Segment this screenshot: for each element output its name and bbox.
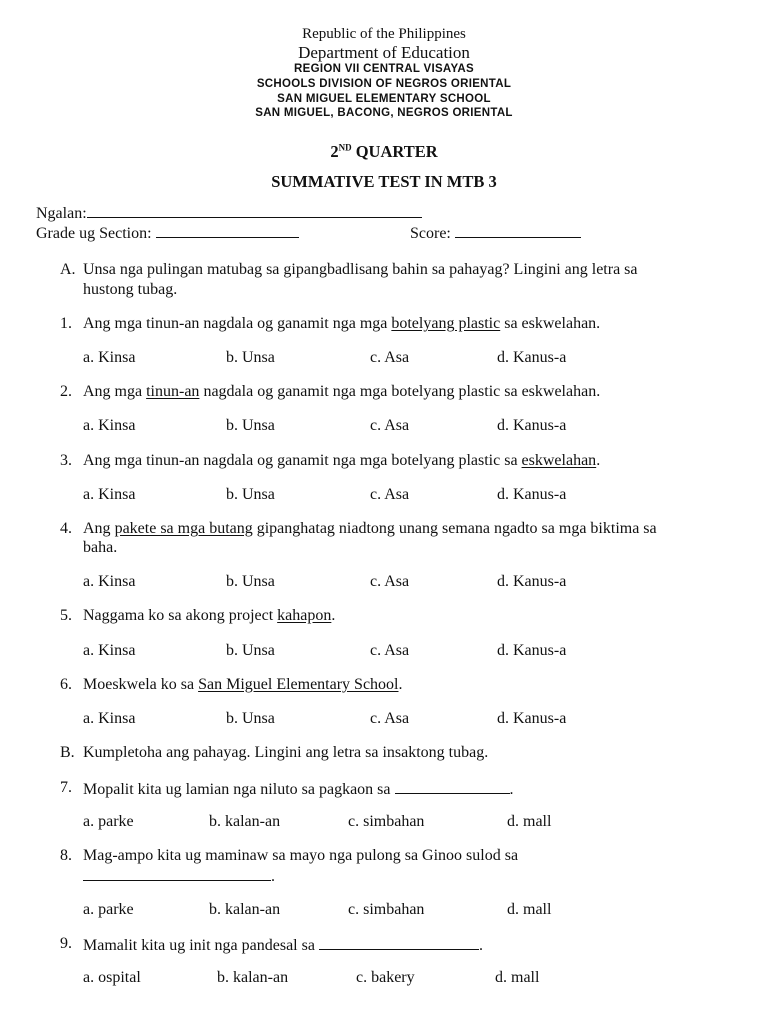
option-d[interactable]: d. mall (507, 901, 552, 918)
options-3 (0, 486, 768, 506)
name-blank[interactable] (87, 203, 422, 218)
score-field (410, 223, 581, 243)
option-b[interactable]: b. kalan-an (209, 813, 281, 830)
option-c[interactable]: c. Asa (370, 642, 410, 659)
option-c[interactable]: c. Asa (370, 486, 410, 503)
answer-blank[interactable] (395, 779, 510, 794)
question-text-end: . (331, 607, 336, 624)
underlined-phrase: tinun-an (146, 383, 200, 400)
header-republic: Republic of the Philippines (302, 26, 466, 42)
options-5 (0, 642, 768, 662)
question-number: 3. (60, 452, 72, 469)
underlined-phrase: eskwelahan (521, 452, 597, 469)
option-a[interactable]: a. ospital (83, 969, 141, 986)
question-number: 9. (60, 935, 72, 952)
question-text-end: . (596, 452, 601, 469)
grade-section-blank[interactable] (156, 223, 299, 238)
question-text-end: . (271, 868, 275, 885)
question-text: Mopalit kita ug lamian nga niluto sa pagkaon sa (83, 781, 391, 798)
question-text: Moeskwela ko sa (83, 676, 199, 693)
header-department: Department of Education (298, 43, 470, 62)
option-a[interactable]: a. Kinsa (83, 349, 136, 366)
score-label: Score: (410, 225, 451, 242)
option-c[interactable]: c. Asa (370, 349, 410, 366)
option-b[interactable]: b. Unsa (226, 642, 275, 659)
section-b-letter: B. (60, 744, 75, 761)
question-text-end: sa eskwelahan. (500, 315, 601, 332)
question-number: 7. (60, 779, 72, 796)
section-b-text: Kumpletoha ang pahayag. Lingini ang letra sa insaktong tubag. (83, 744, 489, 761)
question-text-end: nagdala og ganamit nga mga botelyang plastic sa eskwelahan. (199, 383, 601, 400)
option-d[interactable]: d. Kanus-a (497, 417, 567, 434)
option-d[interactable]: d. mall (507, 813, 552, 830)
underlined-phrase: San Miguel Elementary School (198, 676, 399, 693)
test-title: SUMMATIVE TEST IN MTB 3 (271, 172, 497, 191)
grade-section-label: Grade ug Section: (36, 225, 152, 242)
option-b[interactable]: b. Unsa (226, 486, 275, 503)
options-4 (0, 573, 768, 593)
option-d[interactable]: d. Kanus-a (497, 642, 567, 659)
options-1 (0, 349, 768, 369)
option-a[interactable]: a. Kinsa (83, 642, 136, 659)
question-number: 4. (60, 520, 72, 537)
option-a[interactable]: a. parke (83, 901, 134, 918)
option-a[interactable]: a. Kinsa (83, 417, 136, 434)
option-c[interactable]: c. Asa (370, 573, 410, 590)
question-text: Ang mga (83, 383, 147, 400)
underlined-phrase: pakete sa mga butang (114, 520, 253, 537)
header-region: REGION VII CENTRAL VISAYAS (294, 63, 474, 75)
question-text-end: . (398, 676, 403, 693)
question-text-end: gipanghatag niadtong unang semana ngadto sa mga biktima sa (252, 520, 657, 537)
option-b[interactable]: b. Unsa (226, 710, 275, 727)
question-text: Naggama ko sa akong project (83, 607, 278, 624)
name-label: Ngalan: (36, 205, 87, 222)
option-a[interactable]: a. parke (83, 813, 134, 830)
answer-blank[interactable] (83, 866, 271, 881)
quarter-title (0, 142, 768, 162)
option-a[interactable]: a. Kinsa (83, 710, 136, 727)
option-d[interactable]: d. Kanus-a (497, 710, 567, 727)
option-c[interactable]: c. Asa (370, 417, 410, 434)
question-number: 1. (60, 315, 72, 332)
options-7 (0, 813, 768, 833)
header-address: SAN MIGUEL, BACONG, NEGROS ORIENTAL (255, 107, 513, 119)
question-text: Ang mga tinun-an nagdala og ganamit nga mga botelyang plastic sa (83, 452, 522, 469)
question-text-end: . (509, 781, 514, 798)
section-a-line2: hustong tubag. (83, 281, 178, 298)
option-c[interactable]: c. simbahan (348, 813, 425, 830)
question-text-end: . (478, 937, 483, 954)
options-6 (0, 710, 768, 730)
question-number: 6. (60, 676, 72, 693)
header-school: SAN MIGUEL ELEMENTARY SCHOOL (277, 93, 491, 105)
option-d[interactable]: d. mall (495, 969, 540, 986)
option-b[interactable]: b. Unsa (226, 349, 275, 366)
option-d[interactable]: d. Kanus-a (497, 486, 567, 503)
question-number: 8. (60, 847, 72, 864)
header-division: SCHOOLS DIVISION OF NEGROS ORIENTAL (256, 78, 512, 90)
underlined-phrase: kahapon (277, 607, 332, 624)
quarter-number: 2 (330, 142, 339, 161)
question-text: Ang (83, 520, 115, 537)
option-d[interactable]: d. Kanus-a (497, 573, 567, 590)
score-blank[interactable] (455, 223, 581, 238)
underlined-phrase: botelyang plastic (391, 315, 501, 332)
options-9 (0, 969, 768, 989)
section-a-line1: Unsa nga pulingan matubag sa gipangbadlisang bahin sa pahayag? Lingini ang letra sa (83, 261, 638, 278)
section-a-letter: A. (60, 261, 76, 278)
option-a[interactable]: a. Kinsa (83, 573, 136, 590)
answer-blank[interactable] (319, 935, 479, 950)
option-d[interactable]: d. Kanus-a (497, 349, 567, 366)
option-b[interactable]: b. kalan-an (217, 969, 289, 986)
question-text-line2: baha. (83, 539, 118, 556)
question-text: Ang mga tinun-an nagdala og ganamit nga mga (83, 315, 392, 332)
grade-section-field (36, 223, 299, 243)
quarter-word: QUARTER (355, 142, 438, 161)
question-text: Mamalit kita ug init nga pandesal sa (83, 937, 315, 954)
question-number: 5. (60, 607, 72, 624)
option-c[interactable]: c. simbahan (348, 901, 425, 918)
option-b[interactable]: b. kalan-an (209, 901, 281, 918)
option-a[interactable]: a. Kinsa (83, 486, 136, 503)
question-text: Mag-ampo kita ug maminaw sa mayo nga pulong sa Ginoo sulod sa (83, 847, 519, 864)
options-2 (0, 417, 768, 437)
option-c[interactable]: c. bakery (356, 969, 415, 986)
option-b[interactable]: b. Unsa (226, 417, 275, 434)
option-b[interactable]: b. Unsa (226, 573, 275, 590)
name-field (36, 203, 422, 223)
option-c[interactable]: c. Asa (370, 710, 410, 727)
question-number: 2. (60, 383, 72, 400)
options-8 (0, 901, 768, 921)
quarter-superscript: ND (338, 142, 352, 153)
